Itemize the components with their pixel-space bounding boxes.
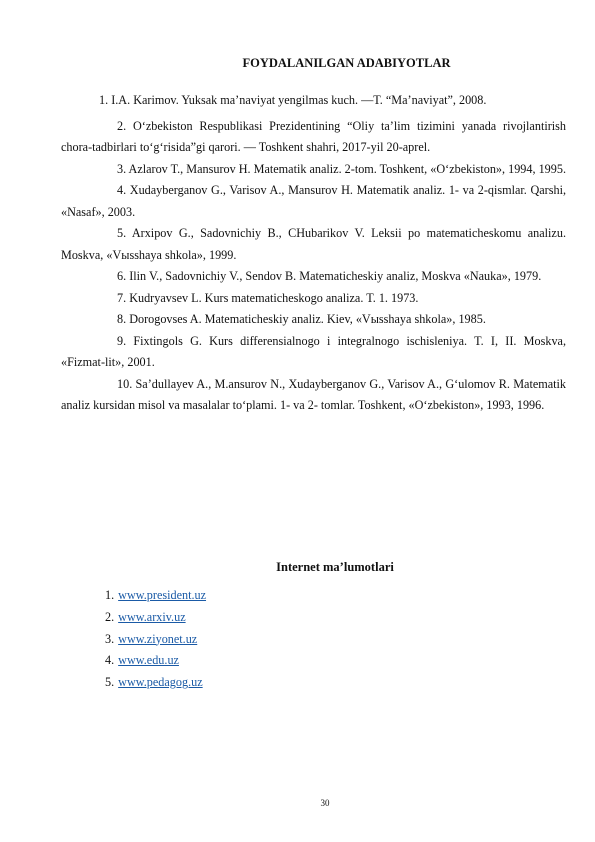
- reference-item: 9. Fixtingols G. Kurs differensialnogo i integralnogo ischisleniya. T. I, II. Moskva, «Fizmat-lit», 2001.: [61, 333, 566, 369]
- link-item: [105, 672, 206, 694]
- reference-list: [61, 90, 566, 417]
- internet-sources-heading: Internet ma’lumotlari: [276, 560, 394, 574]
- reference-item: 1. I.A. Karimov. Yuksak ma’naviyat yengilmas kuch. —T. “Ma’naviyat”, 2008.: [99, 93, 487, 107]
- link-number: 4.: [105, 653, 115, 668]
- internet-links-list: [105, 585, 206, 694]
- link-number: 3.: [105, 631, 115, 646]
- link-number: 5.: [105, 675, 115, 690]
- page-title: FOYDALANILGAN ADABIYOTLAR: [242, 56, 451, 70]
- link-ziyonet[interactable]: www.ziyonet.uz: [118, 631, 198, 646]
- link-pedagog[interactable]: www.pedagog.uz: [118, 675, 203, 690]
- reference-item: 6. Ilin V., Sadovnichiy V., Sendov B. Matematicheskiy analiz, Moskva «Nauka», 1979.: [117, 269, 542, 283]
- link-item: [105, 585, 206, 607]
- reference-item: 5. Arxipov G., Sadovnichiy B., CHubarikov V. Leksii po matematicheskomu analizu. Moskva, «Vыsshaya shkola», 1999.: [61, 226, 566, 262]
- link-item: [105, 650, 206, 672]
- page-number: 30: [320, 798, 330, 808]
- link-president[interactable]: www.president.uz: [118, 588, 207, 602]
- link-item: [105, 629, 206, 651]
- link-edu[interactable]: www.edu.uz: [118, 653, 179, 668]
- link-item: [105, 607, 206, 629]
- reference-item: 7. Kudryavsev L. Kurs matematicheskogo analiza. T. 1. 1973.: [117, 290, 419, 305]
- reference-item: 2. O‘zbekiston Respublikasi Prezidentining “Oliy ta’lim tizimini yanada rivojlantirish chora-tadbirlari to‘g‘risida”gi qarori. — Toshkent shahri, 2017-yil 20-aprel.: [61, 118, 566, 154]
- reference-item: 10. Sa’dullayev A., M.ansurov N., Xudayberganov G., Varisov A., G‘ulomov R. Matematik analiz kursidan misol va masalalar to‘plami. 1- va 2- tomlar. Toshkent, «O‘zbekiston», 1993, 1996.: [61, 376, 566, 412]
- reference-item: 8. Dorogovses A. Matematicheskiy analiz. Kiev, «Vыsshaya shkola», 1985.: [117, 312, 486, 326]
- link-number: 2.: [105, 609, 115, 624]
- link-arxiv[interactable]: www.arxiv.uz: [118, 609, 186, 624]
- link-number: 1.: [105, 588, 115, 602]
- reference-item: 4. Xudayberganov G., Varisov A., Mansurov H. Matematik analiz. 1- va 2-qismlar. Qarshi, «Nasaf», 2003.: [61, 183, 566, 219]
- reference-item: 3. Azlarov T., Mansurov H. Matematik analiz. 2-tom. Toshkent, «O‘zbekiston», 1994, 1995.: [117, 161, 566, 176]
